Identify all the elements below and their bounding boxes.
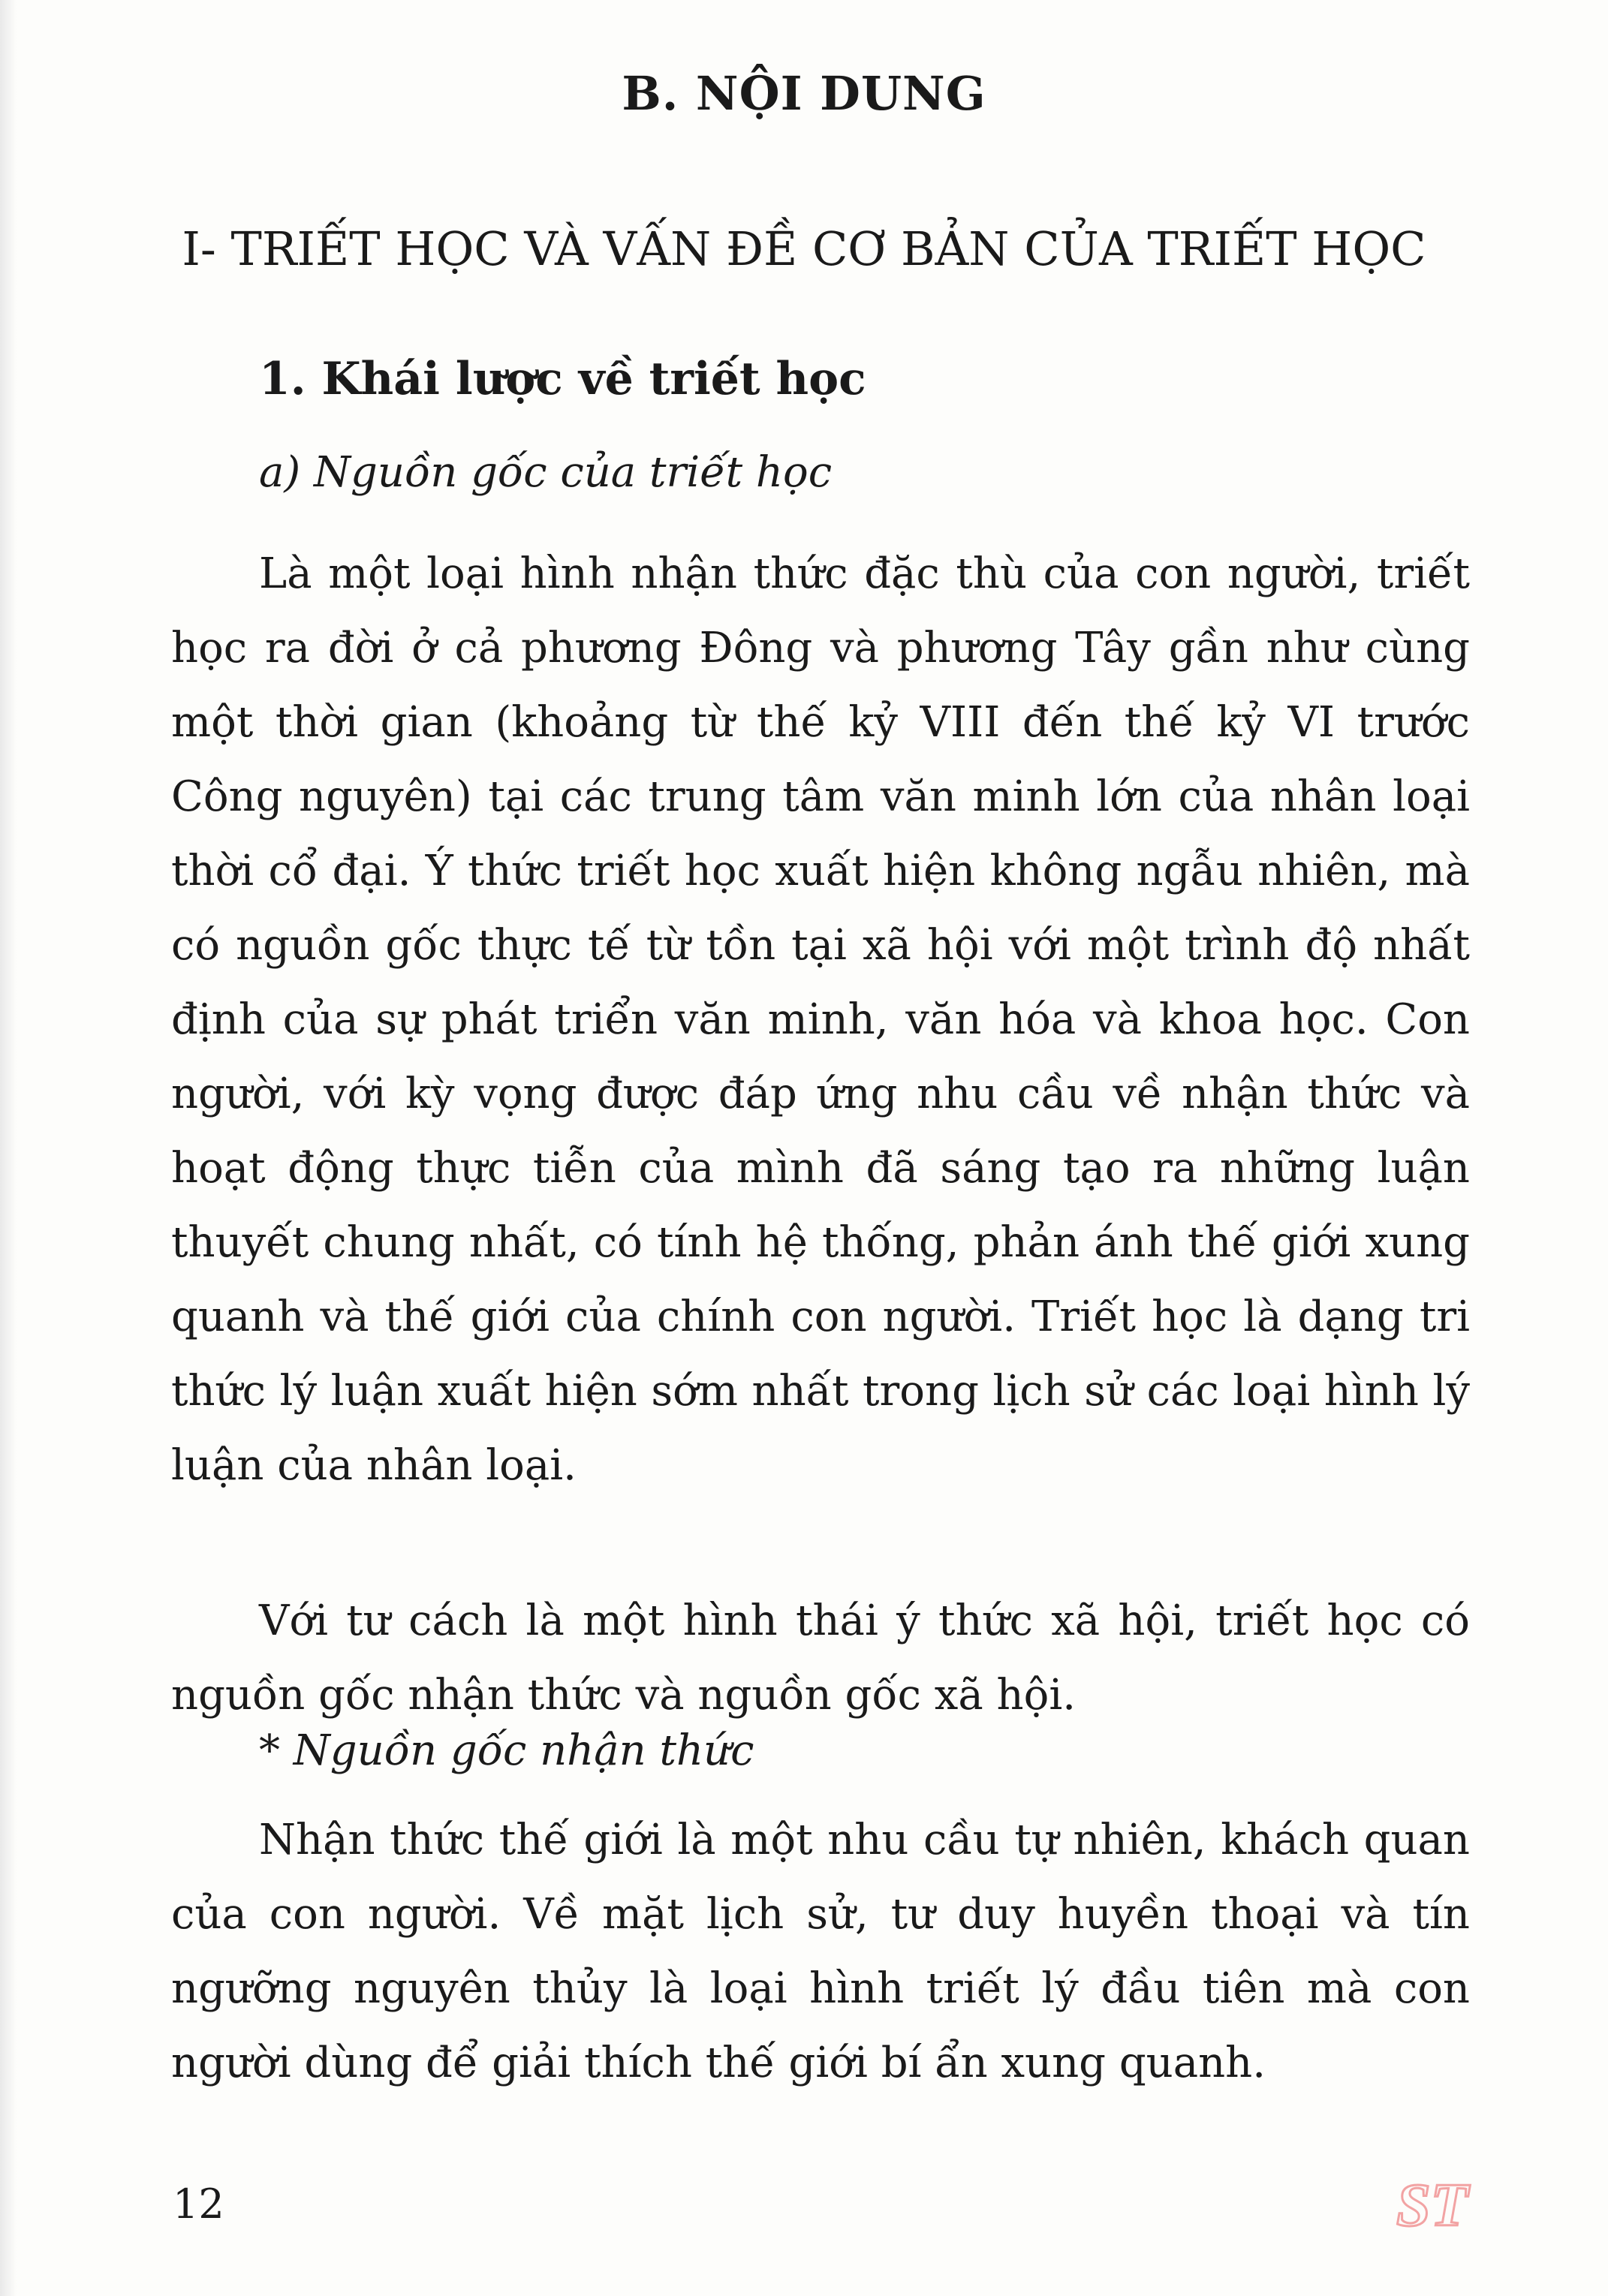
paragraph-1: Là một loại hình nhận thức đặc thù của con người, triết học ra đời ở cả phương Đông và phương Tây gần như cùng một thời gian (khoảng từ thế kỷ VIII đến thế kỷ VI trước Công nguyên) tại các trung tâm văn minh lớn của nhân loại thời cổ đại. Ý thức triết học xuất hiện không ngẫu nhiên, mà có nguồn gốc thực tế từ tồn tại xã hội với một trình độ nhất định của sự phát triển văn minh, văn hóa và khoa học. Con người, với kỳ vọng được đáp ứng nhu cầu về nhận thức và hoạt động thực tiễn của mình đã sáng tạo ra những luận thuyết chung nhất, có tính hệ thống, phản ánh thế giới xung quanh và thế giới của chính con người. Triết học là dạng tri thức lý luận xuất hiện sớm nhất trong lịch sử các loại hình lý luận của nhân loại. xyxy=(171,549,1470,1490)
logo-lettering: ST xyxy=(1396,2171,1468,2239)
section-title: I- TRIẾT HỌC VÀ VẤN ĐỀ CƠ BẢN CỦA TRIẾT HỌC xyxy=(182,221,1426,276)
paragraph-3: Nhận thức thế giới là một nhu cầu tự nhiên, khách quan của con người. Về mặt lịch sử, tư duy huyền thoại và tín ngưỡng nguyên thủy là loại hình triết lý đầu tiên mà con người dùng để giải thích thế giới bí ẩn xung quanh. xyxy=(171,1816,1470,2087)
publisher-logo xyxy=(1390,2165,1473,2240)
subsection-star-title: * Nguồn gốc nhận thức xyxy=(259,1726,754,1775)
part-heading: B. NỘI DUNG xyxy=(622,66,986,121)
subsection-title: 1. Khái lược về triết học xyxy=(259,353,866,405)
page-edge-shadow xyxy=(0,0,17,2296)
subsection-a-title: a) Nguồn gốc của triết học xyxy=(259,448,833,497)
paragraph-2: Với tư cách là một hình thái ý thức xã hội, triết học có nguồn gốc nhận thức và nguồn gốc xã hội. xyxy=(171,1596,1470,1720)
page-number: 12 xyxy=(173,2180,224,2228)
